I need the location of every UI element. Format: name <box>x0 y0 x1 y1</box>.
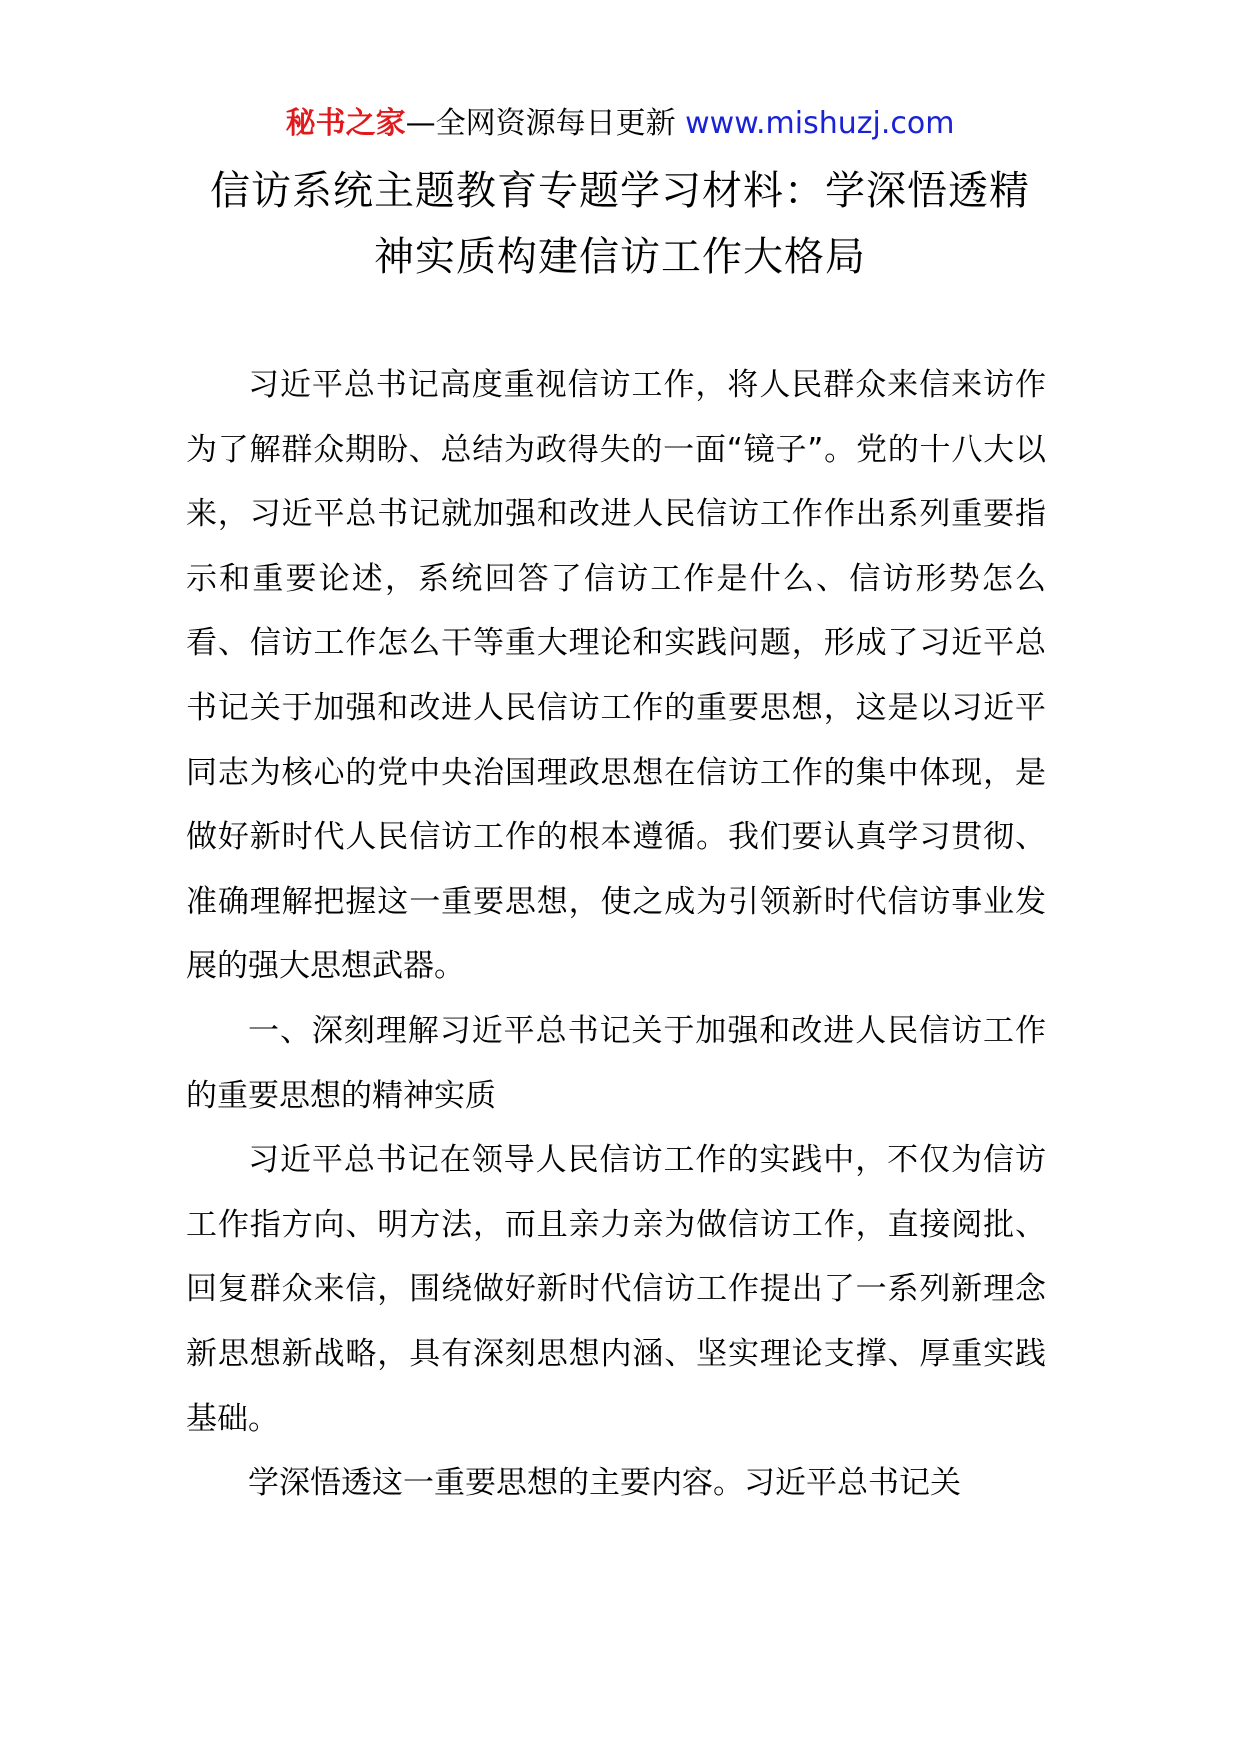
paragraph-main-content: 学深悟透这一重要思想的主要内容。习近平总书记关 <box>248 1465 961 1502</box>
site-url-link[interactable]: www.mishuzj.com <box>685 106 955 141</box>
title-line-1: 信访系统主题教育专题学习材料：学深悟透精 <box>210 168 1030 214</box>
site-header <box>0 102 1240 146</box>
document-body <box>186 353 1046 1516</box>
brand-name: 秘书之家 <box>285 106 406 141</box>
paragraph-section-1: 习近平总书记在领导人民信访工作的实践中，不仅为信访工作指方向、明方法，而且亲力亲为做信访工作，直接阅批、回复群众来信，围绕做好新时代信访工作提出了一系列新理念新思想新战略，具有深刻思想内涵、坚实理论支撑、厚重实践基础。 <box>186 1142 1046 1437</box>
header-tagline: —全网资源每日更新 <box>405 106 686 141</box>
paragraph-intro: 习近平总书记高度重视信访工作，将人民群众来信来访作为了解群众期盼、总结为政得失的一面“镜子”。党的十八大以来，习近平总书记就加强和改进人民信访工作作出系列重要指示和重要论述，系统回答了信访工作是什么、信访形势怎么看、信访工作怎么干等重大理论和实践问题，形成了习近平总书记关于加强和改进人民信访工作的重要思想，这是以习近平同志为核心的党中央治国理政思想在信访工作的集中体现，是做好新时代人民信访工作的根本遵循。我们要认真学习贯彻、准确理解把握这一重要思想，使之成为引领新时代信访事业发展的强大思想武器。 <box>186 367 1046 985</box>
title-line-2: 神实质构建信访工作大格局 <box>374 234 866 280</box>
document-title <box>160 158 1080 290</box>
section-heading-1: 一、深刻理解习近平总书记关于加强和改进人民信访工作的重要思想的精神实质 <box>186 1012 1046 1114</box>
